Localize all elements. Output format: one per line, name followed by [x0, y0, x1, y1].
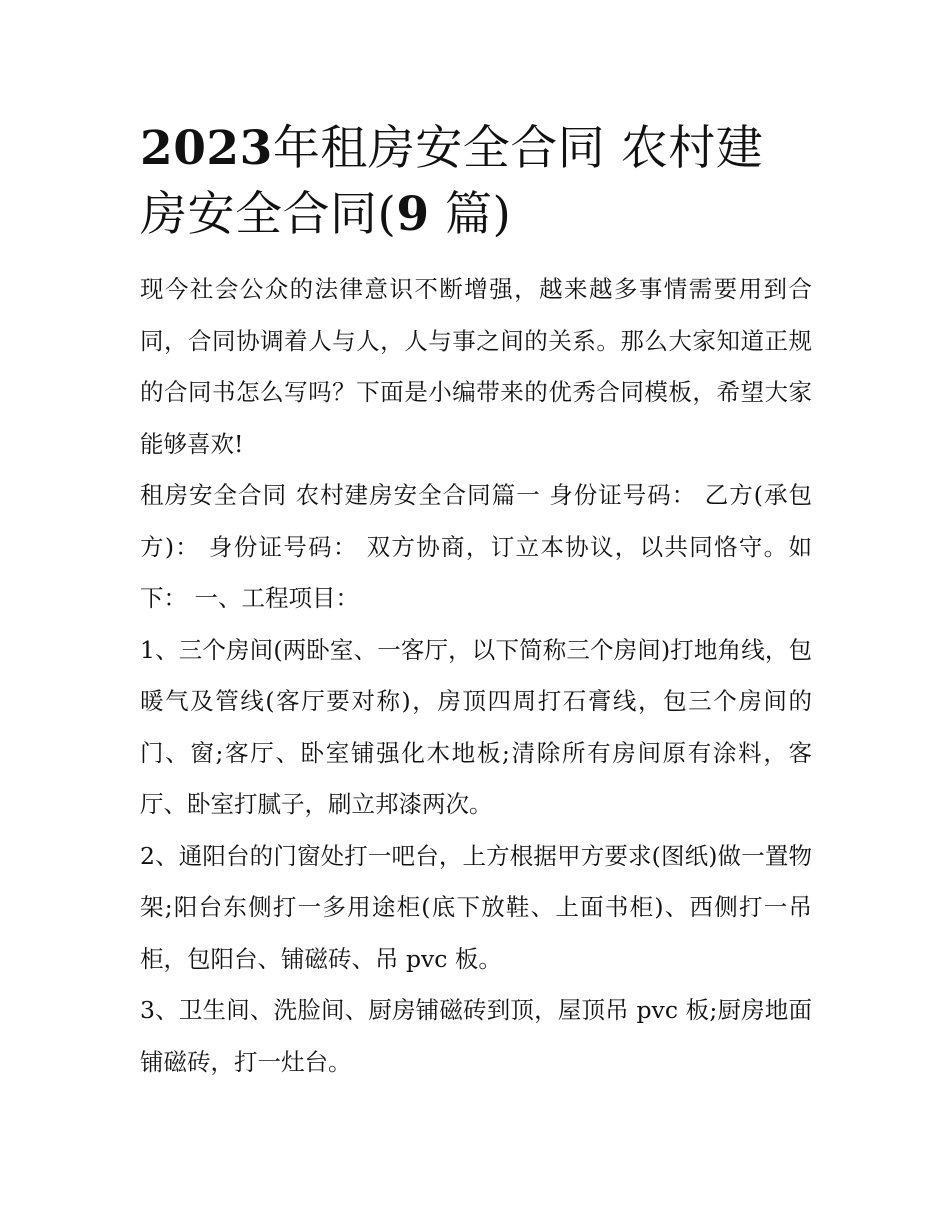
title-count: 9 — [396, 187, 430, 242]
title-line1-text: 年租房安全合同 农村建 — [272, 121, 764, 176]
document-title — [140, 116, 812, 248]
title-year: 2023 — [140, 121, 273, 176]
title-line2-end: 篇) — [429, 187, 512, 242]
project-item-3: 3、卫生间、洗脸间、厨房铺磁砖到顶，屋顶吊 pvc 板;厨房地面铺磁砖，打一灶台。 — [140, 996, 812, 1076]
title-line2-text: 房安全合同( — [140, 187, 397, 242]
project-item-2: 2、通阳台的门窗处打一吧台，上方根据甲方要求(图纸)做一置物架;阳台东侧打一多用途柜(底下放鞋、上面书柜)、西侧打一吊柜，包阳台、铺磁砖、吊 pvc 板。 — [140, 841, 812, 973]
document-body — [140, 264, 812, 1088]
document-page — [140, 116, 812, 1088]
intro-paragraph: 现今社会公众的法律意识不断增强，越来越多事情需要用到合同，合同协调着人与人，人与事之间的关系。那么大家知道正规的合同书怎么写吗？下面是小编带来的优秀合同模板，希望大家能够喜欢! — [140, 275, 812, 458]
project-item-1: 1、三个房间(两卧室、一客厅，以下简称三个房间)打地角线，包暖气及管线(客厅要对称)，房顶四周打石膏线，包三个房间的门、窗;客厅、卧室铺强化木地板;清除所有房间原有涂料，客厅、卧室打腻子，刷立邦漆两次。 — [140, 635, 812, 818]
contract-header-paragraph: 租房安全合同 农村建房安全合同篇一 身份证号码： 乙方(承包方)： 身份证号码： 双方协商，订立本协议，以共同恪守。如下： 一、工程项目： — [140, 481, 812, 612]
